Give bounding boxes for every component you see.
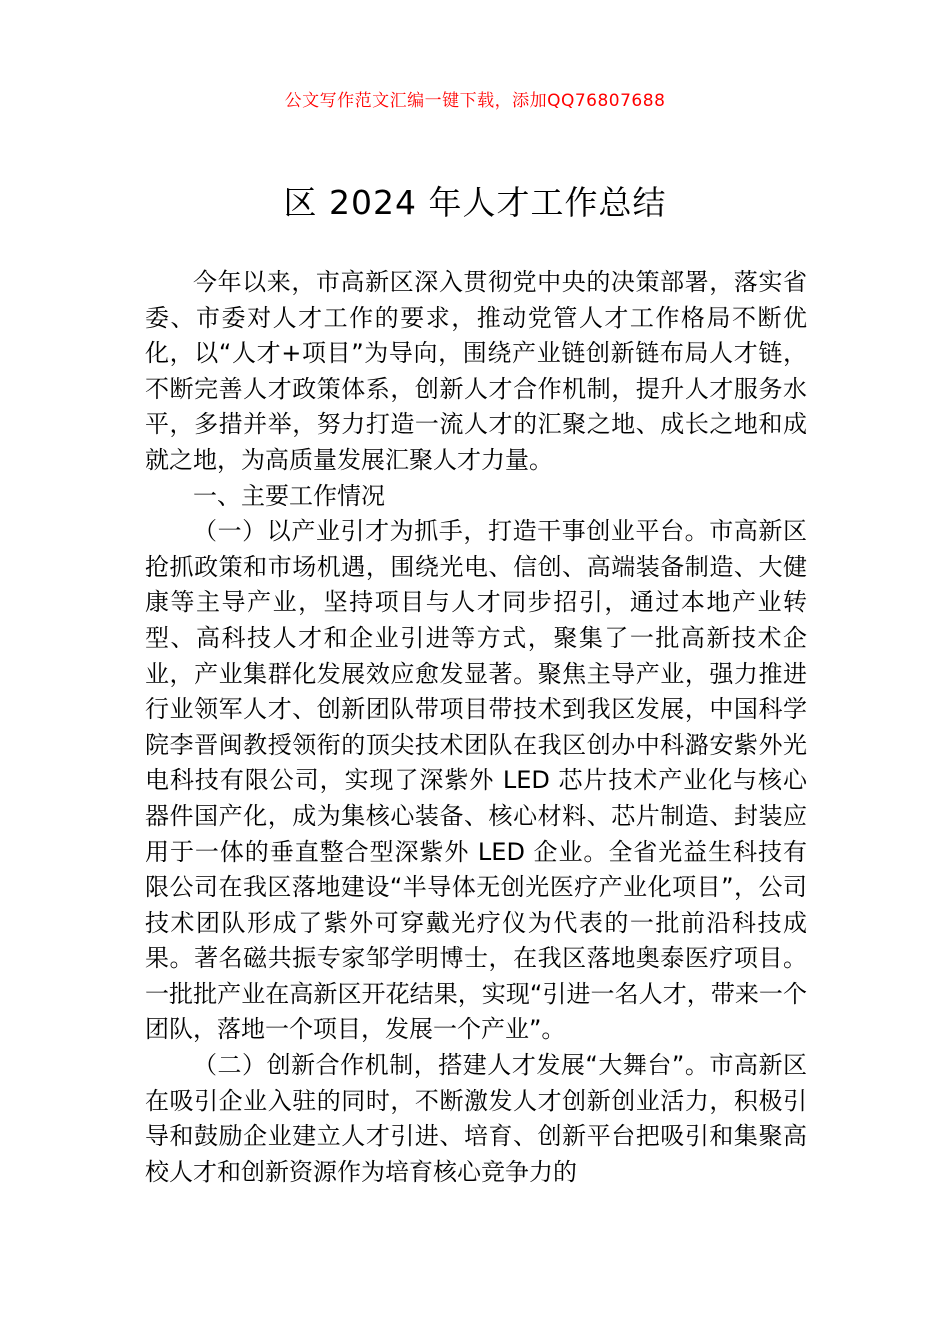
- intro-paragraph: 今年以来，市高新区深入贯彻党中央的决策部署，落实省委、市委对人才工作的要求，推动党管人才工作格局不断优化，以“人才+项目”为导向，围绕产业链创新链布局人才链，不断完善人才政策体系，创新人才合作机制，提升人才服务水平，多措并举，努力打造一流人才的汇聚之地、成长之地和成就之地，为高质量发展汇聚人才力量。: [145, 268, 807, 474]
- download-notice: 公文写作范文汇编一键下载，添加QQ76807688: [284, 91, 666, 111]
- document-title: 区 2024 年人才工作总结: [283, 183, 667, 222]
- document-body: [145, 265, 807, 1190]
- section-heading: 一、主要工作情况: [193, 481, 385, 510]
- subsection-paragraph-1: （一）以产业引才为抓手，打造干事创业平台。市高新区抢抓政策和市场机遇，围绕光电、信创、高端装备制造、大健康等主导产业，坚持项目与人才同步招引，通过本地产业转型、高科技人才和企业引进等方式，聚集了一批高新技术企业，产业集群化发展效应愈发显著。聚焦主导产业，强力推进行业领军人才、创新团队带项目带技术到我区发展，中国科学院李晋闽教授领衔的顶尖技术团队在我区创办中科潞安紫外光电科技有限公司，实现了深紫外 LED 芯片技术产业化与核心器件国产化，成为集核心装备、核心材料、芯片制造、封装应用于一体的垂直整合型深紫外 LED 企业。全省光益生科技有限公司在我区落地建设“半导体无创光医疗产业化项目”，公司技术团队形成了紫外可穿戴光疗仪为代表的一批前沿科技成果。著名磁共振专家邹学明博士，在我区落地奥泰医疗项目。一批批产业在高新区开花结果，实现“引进一名人才，带来一个团队，落地一个项目，发展一个产业”。: [145, 517, 807, 1044]
- subsection-paragraph-2: （二）创新合作机制，搭建人才发展“大舞台”。市高新区在吸引企业入驻的同时，不断激发人才创新创业活力，积极引导和鼓励企业建立人才引进、培育、创新平台把吸引和集聚高校人才和创新资源作为培育核心竞争力的: [145, 1051, 807, 1186]
